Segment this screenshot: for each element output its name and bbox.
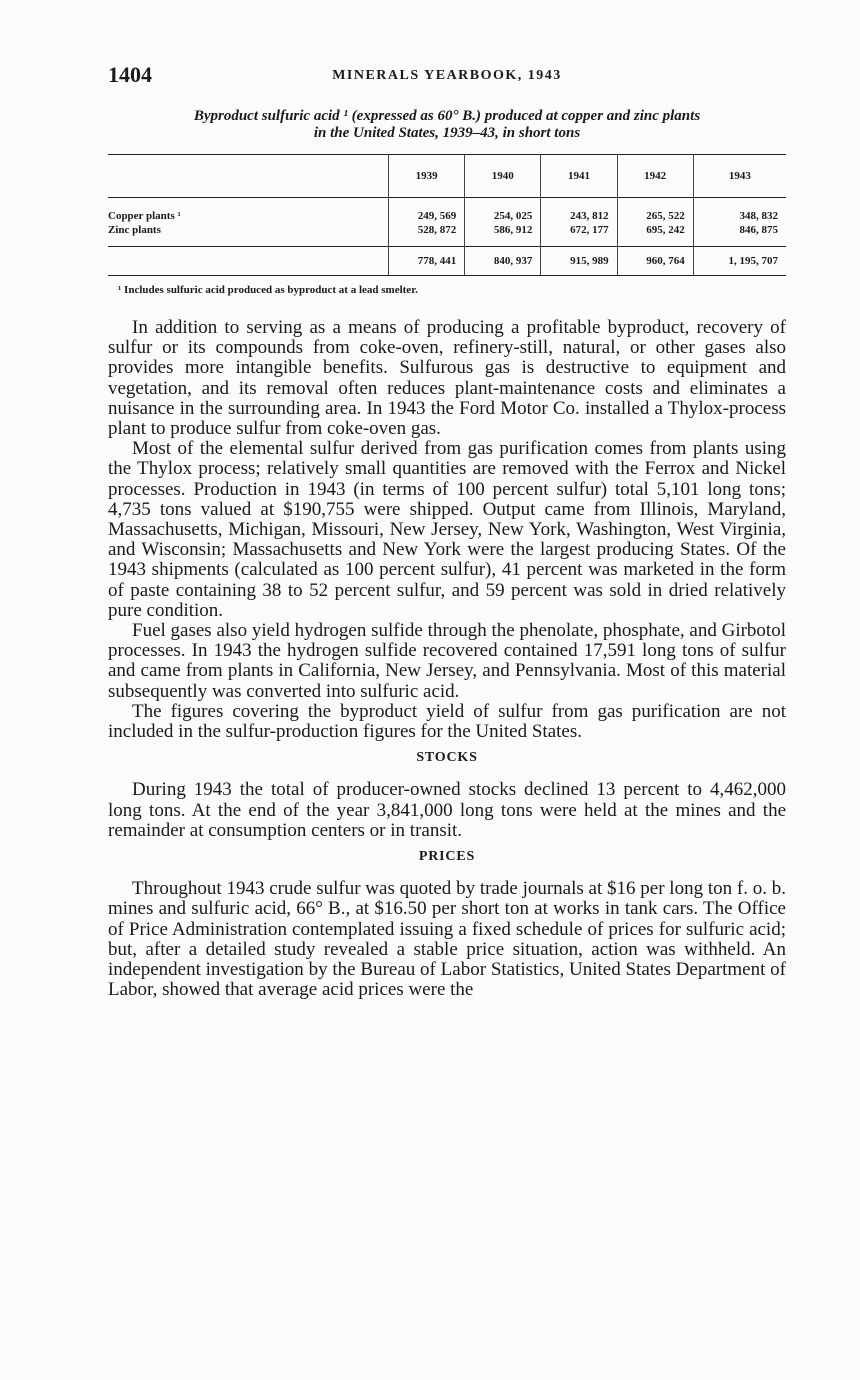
- total-cell: 840, 937: [465, 247, 541, 276]
- table-cell: 243, 812: [541, 198, 617, 224]
- total-cell: 915, 989: [541, 247, 617, 276]
- column-header-1941: 1941: [541, 155, 617, 198]
- total-cell: 778, 441: [389, 247, 465, 276]
- table-caption-line-1: Byproduct sulfuric acid ¹ (expressed as 60° B.) produced at copper and zinc plants: [193, 108, 701, 124]
- total-cell: 960, 764: [617, 247, 693, 276]
- table-cell: 265, 522: [617, 198, 693, 224]
- paragraph: Most of the elemental sulfur derived from gas purification comes from plants using the Thylox process; relatively small quantities are removed with the Ferrox and Nickel processes. Production in 1943 (in terms of 100 percent sulfur) total 5,101 long tons; 4,735 tons valued at $190,755 were shipped. Output came from Illinois, Maryland, Massachusetts, Michigan, Missouri, New Jersey, New York, Washington, West Virginia, and Wisconsin; Massachusetts and New York were the largest producing States. Of the 1943 shipments (calculated as 100 percent sulfur), 41 percent was marketed in the form of paste containing 38 to 52 percent sulfur, and 59 percent was sold in dried relatively pure condition.: [108, 438, 786, 621]
- table-cell: 348, 832: [693, 198, 786, 224]
- section-heading-prices: PRICES: [418, 849, 476, 865]
- table-row: [108, 223, 786, 247]
- body-text: [108, 318, 786, 1001]
- table-cell: 695, 242: [617, 223, 693, 247]
- paragraph: The figures covering the byproduct yield of sulfur from gas purification are not included in the sulfur-production figures for the United States.: [108, 700, 786, 743]
- row-label-copper-plants: Copper plants ¹: [108, 210, 181, 222]
- table-cell: 249, 569: [389, 198, 465, 224]
- table-cell: 254, 025: [465, 198, 541, 224]
- section-heading-stocks: STOCKS: [416, 750, 478, 766]
- running-title: MINERALS YEARBOOK, 1943: [332, 68, 562, 83]
- column-header-1943: 1943: [693, 155, 786, 198]
- sulfuric-acid-table: [108, 154, 786, 276]
- row-label-zinc-plants: Zinc plants: [108, 224, 161, 236]
- total-cell: 1, 195, 707: [693, 247, 786, 276]
- paragraph: During 1943 the total of producer-owned stocks declined 13 percent to 4,462,000 long tons. At the end of the year 3,841,000 long tons were held at the mines and the remainder at consumption centers or in transit.: [108, 779, 786, 841]
- table-cell: 528, 872: [389, 223, 465, 247]
- column-header-1942: 1942: [617, 155, 693, 198]
- table-cell: 672, 177: [541, 223, 617, 247]
- running-head: [108, 62, 786, 96]
- paragraph: Fuel gases also yield hydrogen sulfide through the phenolate, phosphate, and Girbotol processes. In 1943 the hydrogen sulfide recovered contained 17,591 long tons of sulfur and came from plants in California, New Jersey, and Pennsylvania. Most of this material subsequently was converted into sulfuric acid.: [108, 620, 786, 702]
- table-cell: 586, 912: [465, 223, 541, 247]
- table-header-row: [108, 155, 786, 198]
- paragraph: Throughout 1943 crude sulfur was quoted by trade journals at $16 per long ton f. o. b. mines and sulfuric acid, 66° B., at $16.50 per short ton at works in tank cars. The Office of Price Administration contemplated issuing a fixed schedule of prices for sulfuric acid; but, after a detailed study revealed a stable price situation, action was withheld. An independent investigation by the Bureau of Labor Statistics, United States Department of Labor, showed that average acid prices were the: [108, 878, 786, 1001]
- column-header-1940: 1940: [465, 155, 541, 198]
- table-header-blank: [108, 155, 389, 198]
- column-header-1939: 1939: [389, 155, 465, 198]
- table-caption: [108, 108, 786, 142]
- page-number: 1404: [108, 62, 152, 87]
- document-page: [108, 62, 786, 1001]
- table-cell: 846, 875: [693, 223, 786, 247]
- total-row-label: [108, 247, 389, 276]
- paragraph: In addition to serving as a means of producing a profitable byproduct, recovery of sulfur or its compounds from coke-oven, refinery-still, natural, or other gases also provides more intangible benefits. Sulfurous gas is destructive to equipment and vegetation, and its removal often reduces plant-maintenance costs and eliminates a nuisance in the surrounding area. In 1943 the Ford Motor Co. installed a Thylox-process plant to produce sulfur from coke-oven gas.: [108, 317, 786, 440]
- table-caption-line-2: in the United States, 1939–43, in short tons: [313, 125, 581, 141]
- table-row: [108, 198, 786, 224]
- table-total-row: [108, 247, 786, 276]
- table-footnote: ¹ Includes sulfuric acid produced as byproduct at a lead smelter.: [118, 284, 418, 296]
